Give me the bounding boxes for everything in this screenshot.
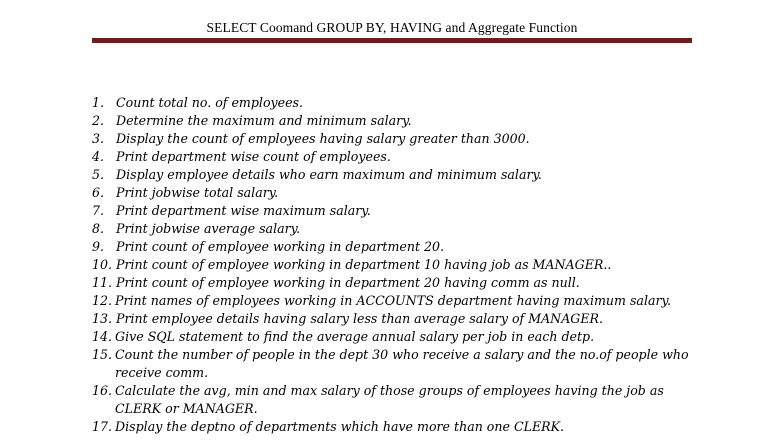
list-item bbox=[92, 202, 712, 220]
item-number: 3. bbox=[92, 131, 105, 146]
item-number: 4. bbox=[92, 149, 105, 164]
list-item bbox=[92, 346, 712, 382]
list-item bbox=[92, 94, 712, 112]
item-number: 10. bbox=[92, 257, 113, 272]
item-number: 1. bbox=[92, 95, 105, 110]
item-text: Display the count of employees having salary greater than 3000. bbox=[116, 131, 530, 146]
item-text: Print department wise count of employees. bbox=[116, 149, 391, 164]
item-number: 12. bbox=[92, 293, 113, 308]
item-text: Print names of employees working in ACCOUNTS department having maximum salary. bbox=[115, 293, 671, 308]
item-number: 17. bbox=[92, 419, 113, 434]
item-text: Print count of employee working in department 20. bbox=[116, 239, 445, 254]
item-text: Calculate the avg, min and max salary of those groups of employees having the job as CLERK or MANAGER. bbox=[115, 383, 664, 416]
list-item bbox=[92, 238, 712, 256]
list-item bbox=[92, 382, 712, 418]
item-text: Print jobwise average salary. bbox=[116, 221, 301, 236]
item-number: 13. bbox=[92, 311, 113, 326]
list-item bbox=[92, 148, 712, 166]
list-item bbox=[92, 112, 712, 130]
list-item bbox=[92, 166, 712, 184]
item-number: 6. bbox=[92, 185, 105, 200]
list-item bbox=[92, 256, 712, 274]
list-item bbox=[92, 184, 712, 202]
item-text: Print count of employee working in department 20 having comm as null. bbox=[116, 275, 580, 290]
list-item bbox=[92, 310, 712, 328]
list-item bbox=[92, 328, 712, 346]
item-number: 16. bbox=[92, 383, 113, 398]
list-item bbox=[92, 274, 712, 292]
item-text: Print count of employee working in department 10 having job as MANAGER.. bbox=[116, 257, 612, 272]
item-text: Print employee details having salary less than average salary of MANAGER. bbox=[116, 311, 604, 326]
list-item bbox=[92, 418, 712, 436]
item-number: 8. bbox=[92, 221, 105, 236]
item-text: Count the number of people in the dept 30 who receive a salary and the no.of people who receive comm. bbox=[115, 347, 689, 380]
item-text: Print department wise maximum salary. bbox=[116, 203, 371, 218]
item-number: 14. bbox=[92, 329, 113, 344]
item-text: Display employee details who earn maximum and minimum salary. bbox=[116, 167, 542, 182]
item-text: Count total no. of employees. bbox=[116, 95, 304, 110]
item-number: 9. bbox=[92, 239, 105, 254]
item-text: Give SQL statement to find the average annual salary per job in each detp. bbox=[115, 329, 595, 344]
item-text: Print jobwise total salary. bbox=[116, 185, 279, 200]
item-number: 7. bbox=[92, 203, 105, 218]
item-number: 2. bbox=[92, 113, 105, 128]
page-header: SELECT Coomand GROUP BY, HAVING and Aggregate Function bbox=[206, 20, 578, 35]
item-text: Determine the maximum and minimum salary. bbox=[116, 113, 412, 128]
item-number: 5. bbox=[92, 167, 105, 182]
list-item bbox=[92, 130, 712, 148]
list-item bbox=[92, 292, 712, 310]
item-text: Display the deptno of departments which have more than one CLERK. bbox=[115, 419, 565, 434]
item-number: 11. bbox=[92, 275, 113, 290]
header-rule bbox=[92, 38, 692, 43]
list-item bbox=[92, 220, 712, 238]
item-number: 15. bbox=[92, 347, 113, 362]
question-list bbox=[92, 94, 712, 436]
